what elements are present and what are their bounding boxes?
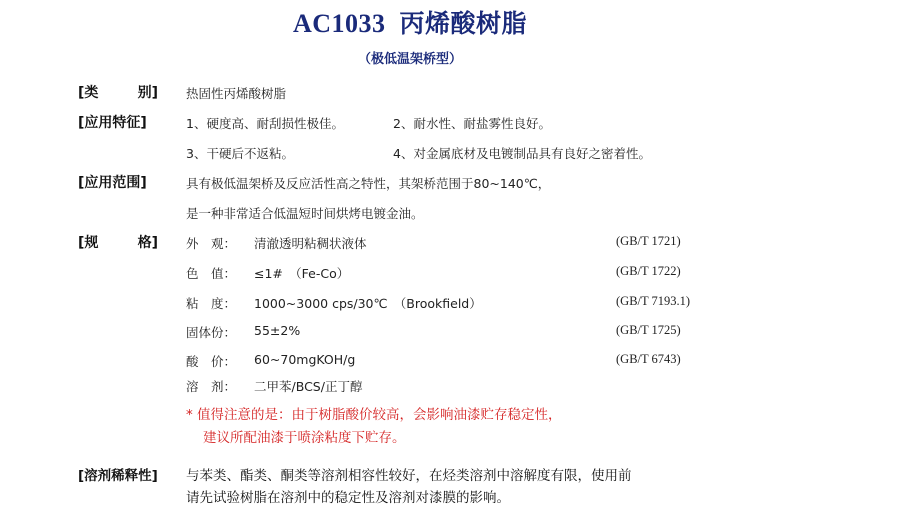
specs-label: [规 格] [78,235,158,251]
scope-label: [应用范围] [78,175,147,191]
spec-value-acid-value: 60~70mgKOH/g [254,352,356,367]
spec-value-viscosity: 1000~3000 cps/30℃ （Brookfield） [254,296,482,311]
scope-line-1: 具有极低温架桥及反应活性高之特性，其架桥范围于80~140℃， [186,176,551,191]
product-name: 丙烯酸树脂 [399,9,528,38]
spec-value-appearance: 清澈透明粘稠状液体 [254,236,367,251]
spec-value-color: ≤1# （Fe-Co） [254,266,350,281]
spec-name-acid-value: 酸 价： [186,354,237,369]
feature-item-2: 2、耐水性、耐盐雾性良好。 [393,116,551,131]
product-code: AC1033 [292,9,386,38]
spec-standard-solids: (GB/T 1725) [616,323,681,337]
feature-item-1: 1、硬度高、耐刮损性极佳。 [186,116,344,131]
warning-note-line-1: * 值得注意的是：由于树脂酸价较高，会影响油漆贮存稳定性， [186,407,562,423]
page-subtitle: （极低温架桥型） [357,52,462,67]
solvent-line-2: 请先试验树脂在溶剂中的稳定性及溶剂对漆膜的影响。 [186,490,510,506]
page-title [0,4,820,40]
scope-line-2: 是一种非常适合低温短时间烘烤电镀金油。 [186,206,424,221]
feature-item-3: 3、干硬后不返粘。 [186,146,294,161]
spec-name-viscosity: 粘 度： [186,296,237,311]
spec-name-color: 色 值： [186,266,237,281]
spec-name-solvent: 溶 剂： [186,379,237,394]
spec-standard-viscosity: (GB/T 7193.1) [616,294,691,308]
solvent-line-1: 与苯类、酯类、酮类等溶剂相容性较好，在烃类溶剂中溶解度有限，使用前 [186,468,632,484]
spec-value-solvent: 二甲苯/BCS/正丁醇 [254,379,363,394]
spec-name-appearance: 外 观： [186,236,237,251]
warning-note-line-2: 建议所配油漆于喷涂粘度下贮存。 [203,430,406,446]
spec-standard-appearance: (GB/T 1721) [616,234,681,248]
category-text: 热固性丙烯酸树脂 [186,86,287,101]
category-label: [类 别] [78,85,158,101]
solvent-label: [溶剂稀释性] [78,468,158,484]
spec-standard-color: (GB/T 1722) [616,264,681,278]
features-label: [应用特征] [78,115,147,131]
spec-value-solids: 55±2% [254,323,301,338]
spec-name-solids: 固体份： [186,325,237,340]
feature-item-4: 4、对金属底材及电镀制品具有良好之密着性。 [393,146,651,161]
spec-standard-acid-value: (GB/T 6743) [616,352,681,366]
